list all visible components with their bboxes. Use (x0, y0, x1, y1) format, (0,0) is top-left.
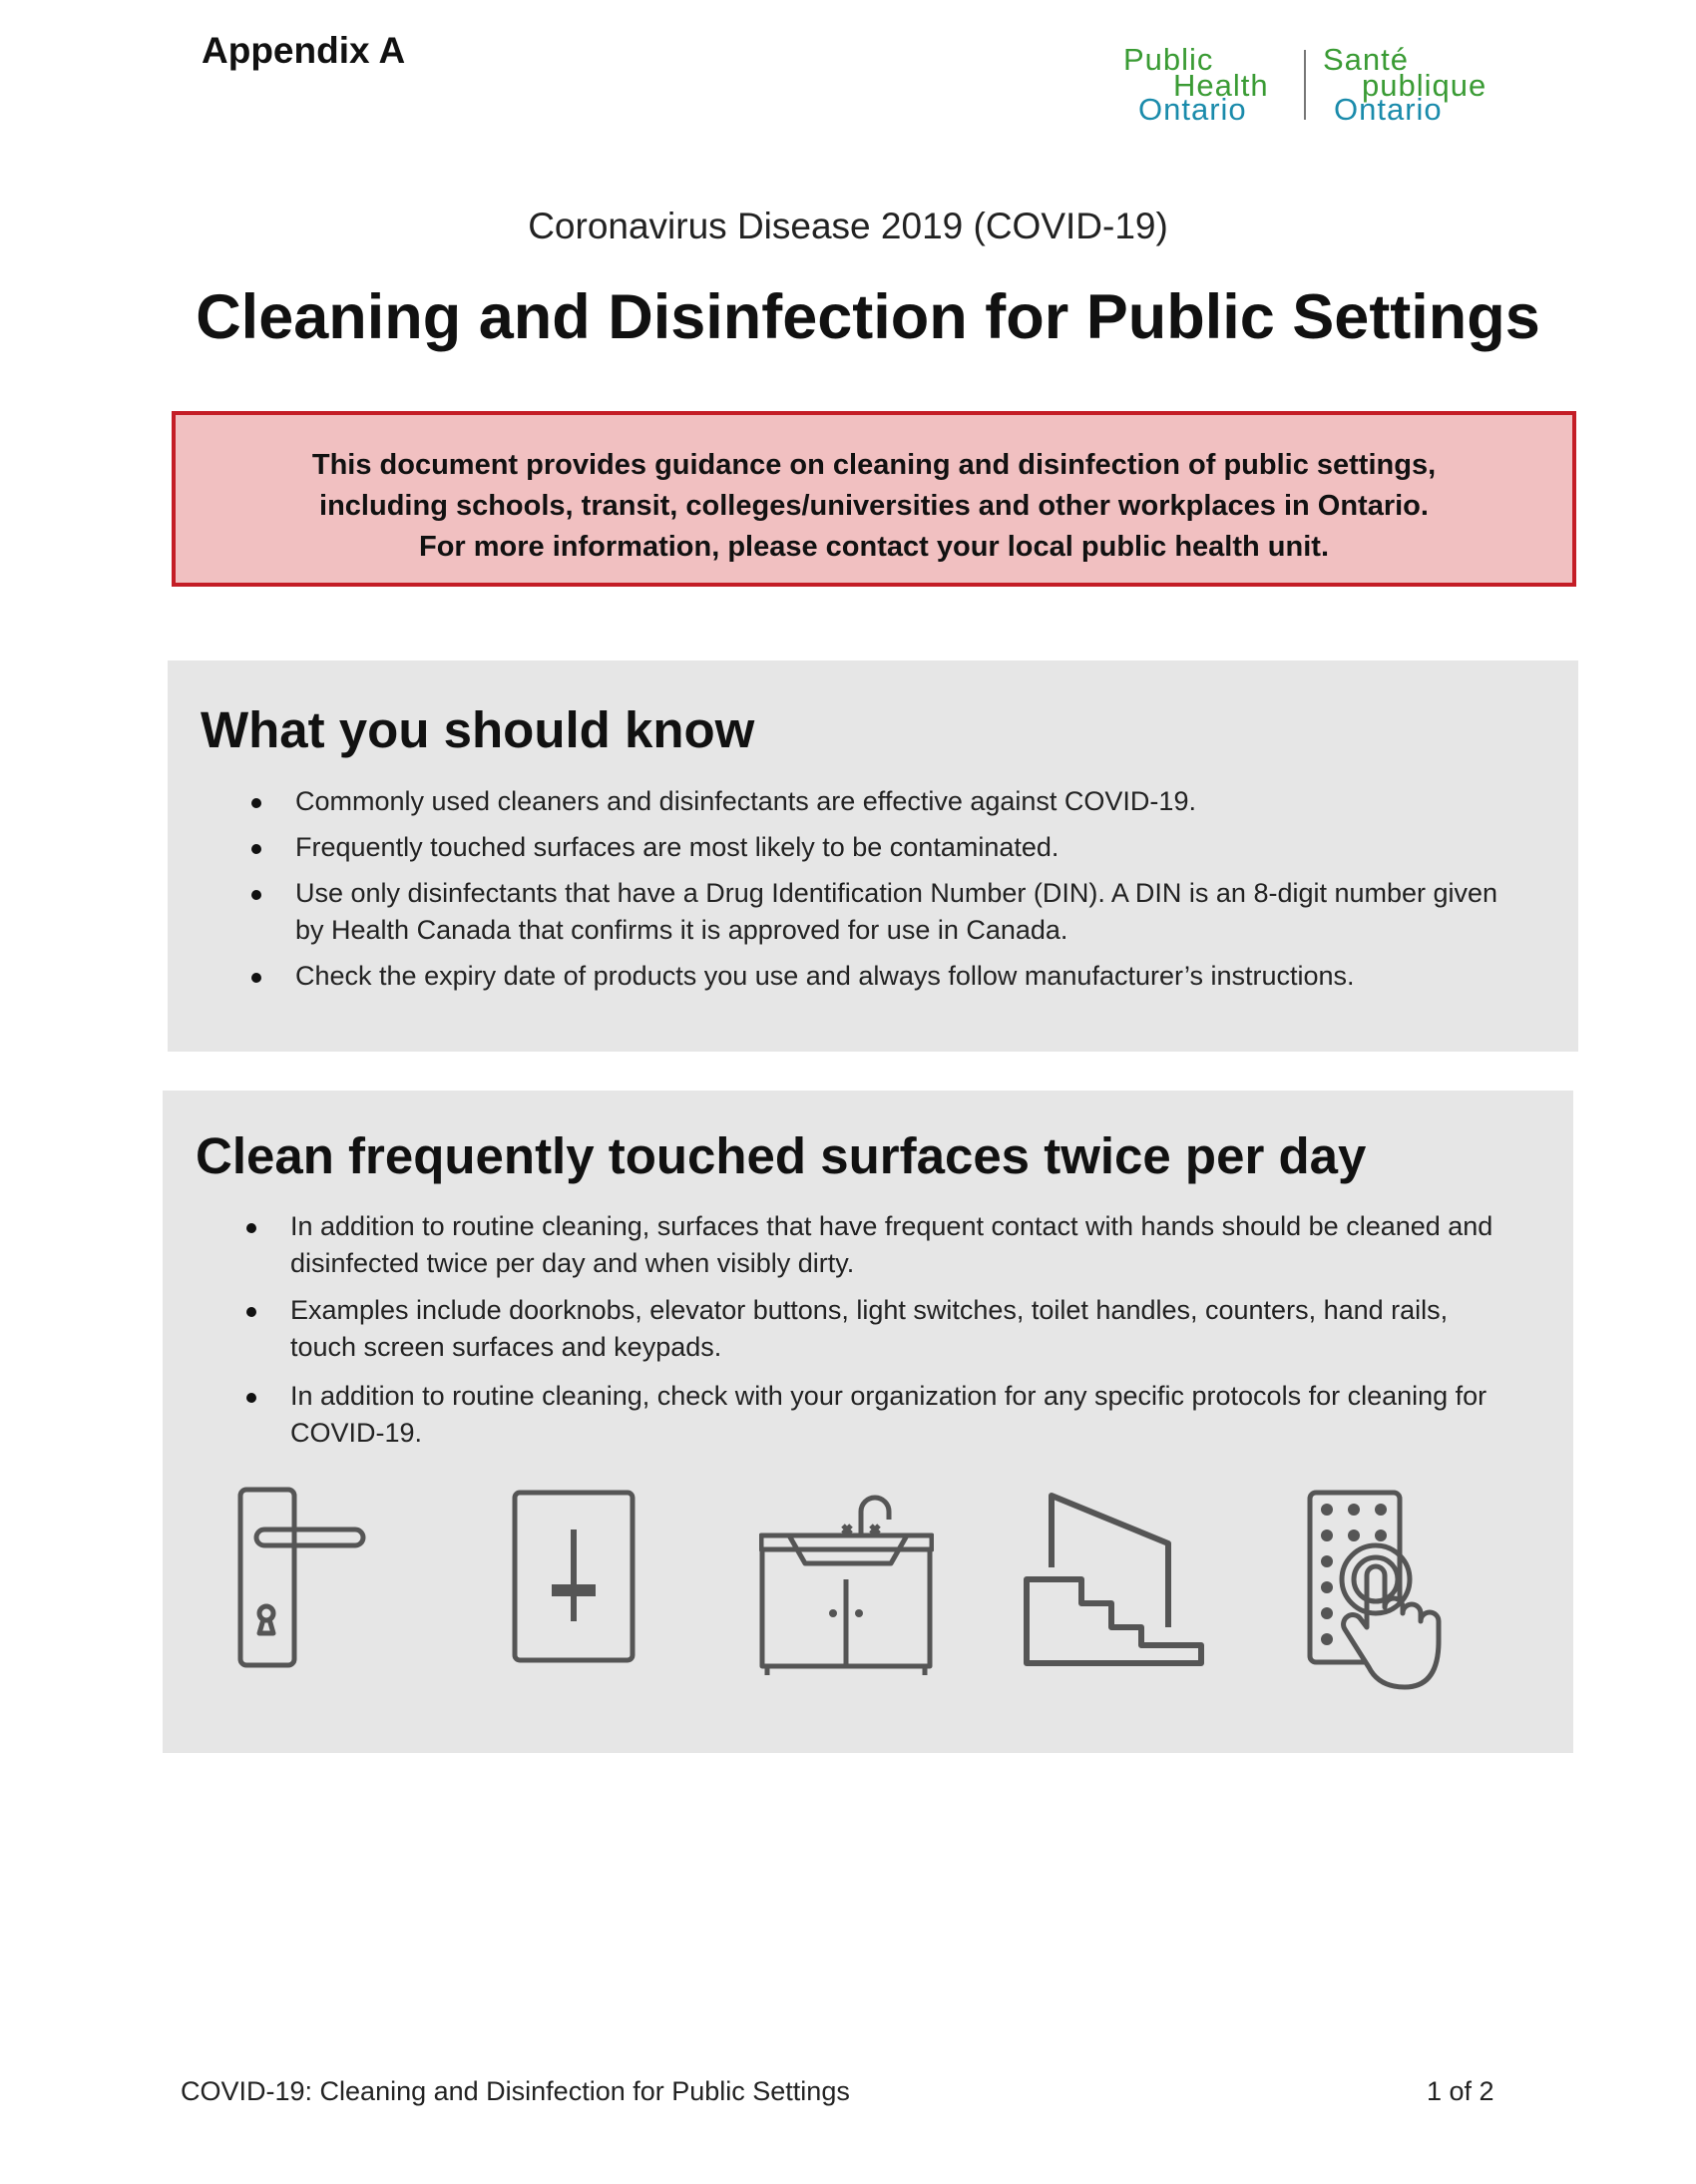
notice-line: including schools, transit, colleges/universities and other workplaces in Ontario. (319, 490, 1429, 522)
logo-text-en-health: Health (1173, 68, 1269, 103)
appendix-label: Appendix A (202, 30, 406, 71)
bullet-item: Use only disinfectants that have a Drug Identification Number (DIN). A DIN is an 8-digit number given by Health Canada that confirms it is approved for use in Canada. (168, 875, 1518, 949)
clean-surfaces-panel (163, 1091, 1573, 1753)
bullet-item: In addition to routine cleaning, surfaces that have frequent contact with hands should be cleaned and disinfected twice per day and when visibly dirty. (163, 1208, 1513, 1282)
notice-text (176, 445, 1572, 568)
what-you-should-know-panel (168, 660, 1578, 1052)
page-number: 1 of 2 (1427, 2076, 1494, 2106)
door-handle-icon (237, 1487, 367, 1671)
stair-handrail-icon (1024, 1488, 1208, 1667)
bullet-list (168, 783, 1518, 995)
section-heading: What you should know (201, 701, 755, 758)
logo-text-fr-sante: Santé (1323, 42, 1410, 77)
bullet-item: Check the expiry date of products you use and always follow manufacturer’s instructions. (168, 958, 1518, 995)
public-health-ontario-logo (1123, 42, 1497, 127)
bullet-item: Examples include doorknobs, elevator buttons, light switches, toilet handles, counters, hand rails, touch screen surfaces and keypads. (163, 1292, 1513, 1366)
sink-cabinet-icon (759, 1490, 934, 1679)
logo-text-en-public: Public (1123, 42, 1214, 77)
bullet-item: In addition to routine cleaning, check with your organization for any specific protocols for cleaning for COVID-19. (163, 1378, 1513, 1452)
notice-box (172, 411, 1576, 587)
document-title: Cleaning and Disinfection for Public Settings (196, 282, 1540, 352)
notice-line: This document provides guidance on cleaning and disinfection of public settings, (311, 449, 1437, 481)
logo-divider (1304, 50, 1306, 120)
notice-line: For more information, please contact your local public health unit. (418, 531, 1329, 563)
section-heading: Clean frequently touched surfaces twice per day (196, 1127, 1367, 1184)
document-subtitle: Coronavirus Disease 2019 (COVID-19) (528, 206, 1168, 246)
keypad-touch-icon (1307, 1490, 1457, 1694)
footer-title: COVID-19: Cleaning and Disinfection for Public Settings (181, 2076, 850, 2106)
bullet-item: Commonly used cleaners and disinfectants are effective against COVID-19. (168, 783, 1518, 820)
logo-text-fr-ontario: Ontario (1334, 92, 1443, 127)
bullet-item: Frequently touched surfaces are most likely to be contaminated. (168, 829, 1518, 866)
logo-text-fr-publique: publique (1362, 68, 1487, 103)
light-switch-icon (512, 1490, 636, 1664)
logo-text-en-ontario: Ontario (1138, 92, 1247, 127)
bullet-list (163, 1208, 1513, 1452)
